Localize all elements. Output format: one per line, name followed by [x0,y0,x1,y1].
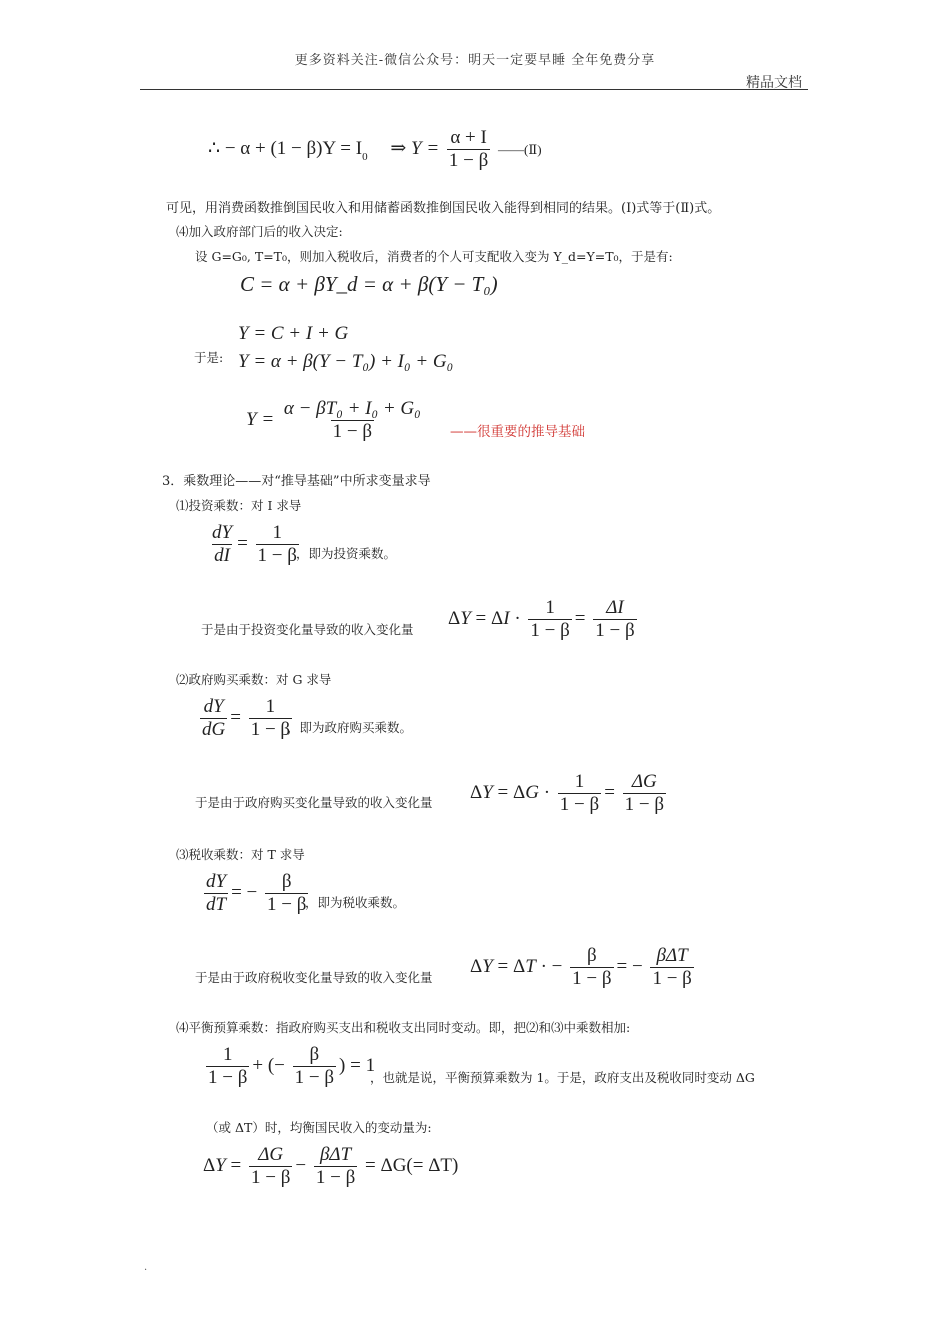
govc-den2: 1 − β [624,793,665,815]
balanced-text: ，也就是说，平衡预算乘数为 1。于是，政府支出及税收同时变动 ΔG [370,1070,755,1085]
tax-dy: dY [206,871,227,892]
result-den: 1 − β [332,420,372,442]
equation-ii [208,128,542,172]
tax-change-eq: ΔY = ΔT · − $\frac{\beta}{1 - \beta}$ = − $\frac{\text{βΔT}}{1 - \beta}$ [470,945,692,989]
gov-change-text: 于是由于政府购买变化量导致的收入变化量 [195,795,433,810]
eq-ii-y: Y = [411,138,440,160]
gov-mult-label: ，即为政府购买乘数。 [287,720,413,735]
gov-multiplier: $\frac{dY}{dG}$ = $\frac{1}{1 - \beta}$ [202,696,291,740]
result-num: α − βT₀ + I₀ + G₀ [283,398,421,419]
tax-dt: dT [206,893,227,915]
promo-banner: 更多资料关注-微信公众号：明天一定要早睡 全年免费分享 [294,53,656,68]
consumption-equation: C = α + βY_d = α + β(Y − T₀) [240,272,498,296]
eq-ii-tag: ——(Ⅱ) [498,142,542,158]
bal-one: 1 [222,1044,233,1065]
balanced-sum-eq: $\frac{1}{1 - \beta}$ + (− $\frac{\beta}{1 - \beta}$ ) = 1 [208,1044,376,1088]
balr-rhs: = ΔG(= ΔT) [365,1155,459,1177]
inv-dy: dY [212,522,233,543]
bal-den2: 1 − β [294,1066,335,1088]
conclusion-text: 可见，用消费函数推倒国民收入和用储蓄函数推倒国民收入能得到相同的结果。(Ⅰ)式等于(Ⅱ)式。 [166,201,721,216]
gov-dg: dG [202,718,226,740]
gov-section-title: ⑷加入政府部门后的收入决定: [176,224,343,239]
taxc-den: 1 − β [572,967,612,989]
inv-di: dI [214,544,230,566]
govc-den: 1 − β [559,793,600,815]
eq-ii-num: α + I [450,127,487,148]
investment-multiplier: $\frac{dY}{dI}$ = $\frac{1}{1 - \beta}$ [212,522,297,566]
investment-change-text: 于是由于投资变化量导致的收入变化量 [201,622,414,637]
invc-di: ΔI [606,597,624,618]
gov-dy: dY [203,696,224,717]
footer-dot: . [144,1262,148,1273]
header-rule [140,89,808,90]
eq-ii-arrow: ⇒ [390,138,407,160]
balr-den2: 1 − β [315,1166,356,1188]
investment-label: ，即为投资乘数。 [296,546,397,561]
gov-mult-title: ⑵政府购买乘数：对 G 求导 [176,672,332,687]
taxc-beta: β [586,945,597,966]
inv-one: 1 [272,522,282,543]
important-note: ——很重要的推导基础 [450,424,585,440]
investment-title: ⑴投资乘数：对 I 求导 [176,498,302,513]
bal-den: 1 − β [208,1066,248,1088]
substituted-equation: Y = α + β(Y − T₀) + I₀ + G₀ [238,351,454,372]
balanced-result-eq: ΔY = $\frac{\Delta G}{1 - \beta}$ − $\frac{\text{βΔT}}{1 - \beta}$ = ΔG(= ΔT) [203,1144,459,1188]
section3-title: 3．乘数理论——对“推导基础”中所求变量求导 [162,474,431,489]
balr-bdt: βΔT [319,1144,352,1165]
tax-multiplier: $\frac{dY}{dT}$ = − $\frac{\beta}{1 - \beta}$ [206,871,307,915]
balr-dg: ΔG [258,1144,284,1165]
tax-change-text: 于是由于政府税收变化量导致的收入变化量 [195,970,433,985]
invc-den2: 1 − β [595,619,635,641]
gov-one: 1 [265,696,276,717]
result-equation: Y = $\frac{\text{α − βT₀ + I₀ + G₀}}{1 - \beta}$ [246,398,421,442]
eq-ii-sub: 0 [362,151,368,164]
tax-beta: β [281,871,292,892]
taxc-bdt: βΔT [656,945,688,966]
tax-den: 1 − β [267,893,307,915]
identity-equation: Y = C + I + G [238,323,349,344]
investment-change-eq: ΔY = ΔI · $\frac{1}{1 - \beta}$ = $\frac{\Delta I}{1 - \beta}$ [448,597,635,641]
gov-change-eq: ΔY = ΔG · $\frac{1}{1 - \beta}$ = $\frac{\Delta G}{1 - \beta}$ [470,771,665,815]
govc-one: 1 [574,771,585,792]
invc-one: 1 [545,597,555,618]
bal-beta: β [309,1044,320,1065]
balr-den: 1 − β [251,1166,291,1188]
inv-den: 1 − β [257,544,297,566]
invc-den: 1 − β [530,619,570,641]
taxc-den2: 1 − β [652,967,692,989]
balanced-text2: （或 ΔT）时，均衡国民收入的变动量为: [206,1120,432,1135]
tax-mult-title: ⑶税收乘数：对 T 求导 [176,847,305,862]
gov-den: 1 − β [250,718,291,740]
eq-ii-lhs: ∴ − α + (1 − β)Y = I [208,138,363,160]
yushi-label: 于是: [194,350,224,365]
govc-dg: ΔG [631,771,657,792]
gov-setup-text: 设 G=G₀, T=T₀，则加入税收后，消费者的个人可支配收入变为 Y_d=Y=T₀，于是有: [195,249,673,264]
eq-ii-den: 1 − β [448,149,489,171]
balanced-title: ⑷平衡预算乘数：指政府购买支出和税收支出同时变动。即，把⑵和⑶中乘数相加: [176,1020,631,1035]
tax-mult-label: ，即为税收乘数。 [305,895,406,910]
corner-label: 精品文档 [746,75,802,91]
